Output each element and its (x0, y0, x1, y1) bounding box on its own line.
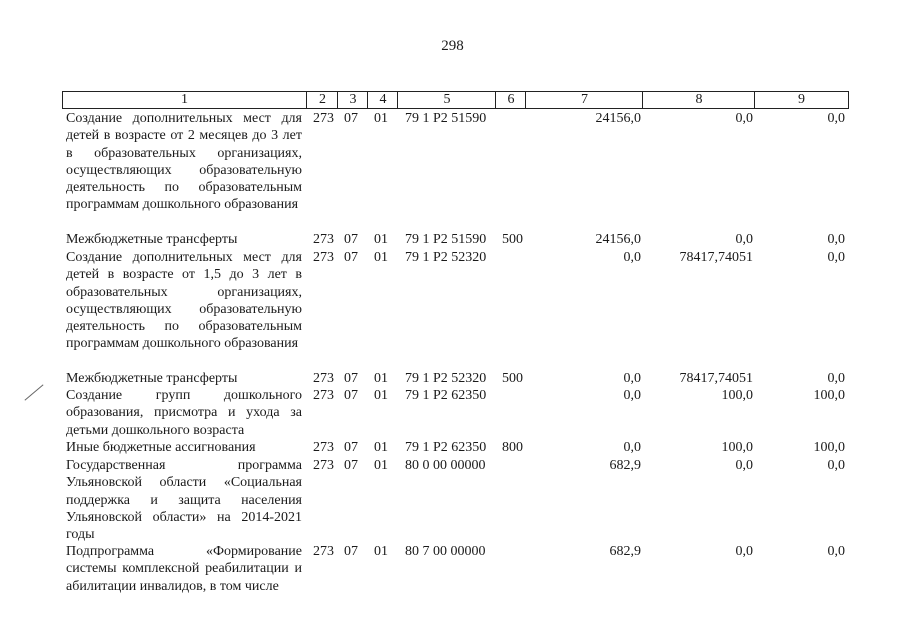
pen-mark (24, 384, 43, 400)
row-col-7: 682,9 (609, 458, 641, 473)
row-col-4: 01 (374, 544, 388, 559)
row-col-9: 0,0 (827, 458, 845, 473)
page-number: 298 (441, 38, 464, 54)
row-col-7: 0,0 (623, 371, 641, 386)
row-col-7: 0,0 (623, 388, 641, 403)
row-col-2: 273 (313, 232, 334, 247)
row-col-5: 79 1 Р2 51590 (405, 232, 487, 247)
row-col-4: 01 (374, 250, 388, 265)
row-col-4: 01 (374, 458, 388, 473)
row-col-3: 07 (344, 458, 358, 473)
header-col-1: 1 (181, 92, 188, 107)
header-col-3: 3 (337, 92, 368, 108)
row-col-3: 07 (344, 371, 358, 386)
row-col-5: 80 7 00 00000 (405, 544, 486, 559)
header-col-4: 4 (367, 92, 398, 108)
row-name: Создание дополнительных мест для детей в возрасте от 2 месяцев до 3 лет в образовательных организациях, осуществляющих образовательную деятельность по образовательным программам дошкольного образования (66, 111, 302, 213)
row-col-5: 79 1 Р2 51590 (405, 111, 487, 126)
header-col-2: 2 (306, 92, 338, 108)
row-col-2: 273 (313, 111, 334, 126)
row-col-6: 500 (502, 232, 523, 247)
header-col-6: 6 (495, 92, 526, 108)
row-col-8: 0,0 (735, 111, 753, 126)
row-col-9: 0,0 (827, 371, 845, 386)
row-col-2: 273 (313, 388, 334, 403)
row-col-6: 800 (502, 440, 523, 455)
row-col-5: 79 1 Р2 52320 (405, 371, 487, 386)
row-col-8: 78417,74051 (679, 250, 753, 265)
row-name: Межбюджетные трансферты (66, 371, 238, 386)
row-col-4: 01 (374, 371, 388, 386)
row-name: Подпрограмма «Формирование системы комплексной реабилитации и абилитации инвалидов, в том числе (66, 544, 302, 594)
row-col-3: 07 (344, 544, 358, 559)
row-name: Межбюджетные трансферты (66, 232, 238, 247)
row-col-9: 0,0 (827, 111, 845, 126)
row-col-2: 273 (313, 440, 334, 455)
header-col-5: 5 (397, 92, 496, 108)
row-col-3: 07 (344, 111, 358, 126)
row-col-9: 0,0 (827, 232, 845, 247)
row-name: Иные бюджетные ассигнования (66, 440, 256, 455)
table-header (62, 91, 849, 109)
header-col-9: 9 (754, 92, 848, 108)
row-col-3: 07 (344, 232, 358, 247)
row-col-2: 273 (313, 458, 334, 473)
row-col-7: 0,0 (623, 250, 641, 265)
row-col-3: 07 (344, 250, 358, 265)
row-col-5: 79 1 Р2 62350 (405, 388, 487, 403)
row-col-3: 07 (344, 388, 358, 403)
row-col-5: 79 1 Р2 52320 (405, 250, 487, 265)
row-name: Создание дополнительных мест для детей в возрасте от 1,5 до 3 лет в образовательных организациях, осуществляющих образовательную деятельность по образовательным программам дошкольного образования (66, 250, 302, 352)
row-col-8: 0,0 (735, 232, 753, 247)
row-col-8: 0,0 (735, 458, 753, 473)
row-col-9: 100,0 (813, 440, 845, 455)
row-col-4: 01 (374, 440, 388, 455)
row-col-8: 0,0 (735, 544, 753, 559)
row-col-5: 80 0 00 00000 (405, 458, 486, 473)
row-col-7: 682,9 (609, 544, 641, 559)
row-name: Создание групп дошкольного образования, присмотра и ухода за детьми дошкольного возраста (66, 388, 302, 438)
row-col-7: 0,0 (623, 440, 641, 455)
row-col-7: 24156,0 (595, 111, 641, 126)
header-col-7: 7 (525, 92, 643, 108)
row-col-2: 273 (313, 371, 334, 386)
row-col-7: 24156,0 (595, 232, 641, 247)
row-col-2: 273 (313, 544, 334, 559)
row-col-9: 0,0 (827, 544, 845, 559)
row-col-5: 79 1 Р2 62350 (405, 440, 487, 455)
row-col-4: 01 (374, 388, 388, 403)
row-col-9: 0,0 (827, 250, 845, 265)
row-col-4: 01 (374, 111, 388, 126)
row-col-6: 500 (502, 371, 523, 386)
row-col-9: 100,0 (813, 388, 845, 403)
row-col-2: 273 (313, 250, 334, 265)
row-col-8: 78417,74051 (679, 371, 753, 386)
row-col-4: 01 (374, 232, 388, 247)
row-col-8: 100,0 (721, 388, 753, 403)
row-col-8: 100,0 (721, 440, 753, 455)
row-col-3: 07 (344, 440, 358, 455)
row-name: Государственная программа Ульяновской области «Социальная поддержка и защита населения Ульяновской области» на 2014-2021 годы (66, 458, 302, 543)
header-col-8: 8 (642, 92, 755, 108)
